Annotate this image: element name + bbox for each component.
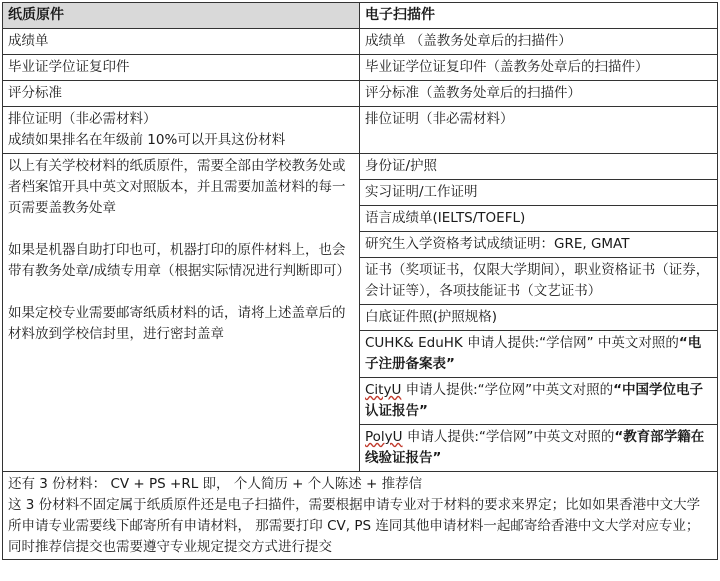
footer-line-1: 还有 3 份材料： CV + PS +RL 即， 个人简历 + 个人陈述 + 推荐信 xyxy=(8,476,423,492)
cell-transcript-paper: 成绩单 xyxy=(3,29,360,55)
polyu-prefix: PolyU xyxy=(365,429,403,445)
table-row xyxy=(3,55,718,81)
paragraph-spacer xyxy=(8,282,354,303)
cuhk-prefix: CUHK& EduHK xyxy=(365,335,463,351)
instruction-paragraph-1: 以上有关学校材料的纸质原件，需要全部由学校教务处或者档案馆开具中英文对照版本，并且需要加盖材料的每一页需要盖教务处章 xyxy=(8,158,346,216)
paragraph-spacer xyxy=(8,219,354,240)
cityu-text: 申请人提供:“学位网”中英文对照的 xyxy=(401,382,614,398)
cell-diploma-scan: 毕业证学位证复印件（盖教务处章后的扫描件） xyxy=(360,55,718,81)
table-header-row xyxy=(3,3,718,29)
cell-id-passport: 身份证/护照 xyxy=(360,154,718,180)
cell-ranking-scan: 排位证明（非必需材料） xyxy=(360,107,718,154)
cuhk-text: 申请人提供:“学信网” 中英文对照的 xyxy=(462,335,679,351)
cell-cityu xyxy=(360,378,718,425)
header-paper-originals: 纸质原件 xyxy=(3,3,360,29)
cell-internship: 实习证明/工作证明 xyxy=(360,180,718,206)
cell-certificates: 证书（奖项证书，仅限大学期间），职业资格证书（证券，会计证等），各项技能证书（文艺证书） xyxy=(360,258,718,305)
header-electronic-scans: 电子扫描件 xyxy=(360,3,718,29)
cell-ranking-paper xyxy=(3,107,360,154)
cell-grading-scan: 评分标准（盖教务处章后的扫描件） xyxy=(360,81,718,107)
cell-polyu xyxy=(360,425,718,472)
table-row xyxy=(3,107,718,154)
footer-line-2: 这 3 份材料不固定属于纸质原件还是电子扫描件，需要根据申请专业对于材料的要求来界定；比如如果香港中文大学所申请专业需要线下邮寄所有申请材料， 那需要打印 CV, PS 连同其他申请材料一起邮寄给香港中文大学对应专业； 同时推荐信提交也需要遵守专业规定提交方式进行提交 xyxy=(8,497,701,555)
instruction-paragraph-3: 如果定校专业需要邮寄纸质材料的话，请将上述盖章后的材料放到学校信封里，进行密封盖章 xyxy=(8,305,346,342)
cityu-prefix: CityU xyxy=(365,382,402,398)
polyu-text: 申请人提供:“学信网”中英文对照的 xyxy=(402,429,615,445)
materials-table xyxy=(2,2,718,560)
cell-language: 语言成绩单(IELTS/TOEFL) xyxy=(360,206,718,232)
cell-grading-paper: 评分标准 xyxy=(3,81,360,107)
table-footer-row xyxy=(3,472,718,560)
cell-paper-instructions xyxy=(3,154,360,472)
cell-cuhk xyxy=(360,331,718,378)
cityu-report-name: “中国学位电子认证报告” xyxy=(365,382,704,419)
instruction-paragraph-2: 如果是机器自助打印也可，机器打印的原件材料上，也会带有教务处章/成绩专用章（根据实际情况进行判断即可） xyxy=(8,242,351,279)
cuhk-report-name: “电子注册备案表” xyxy=(365,335,702,372)
cell-footer-notes xyxy=(3,472,718,560)
cell-transcript-scan: 成绩单 （盖教务处章后的扫描件） xyxy=(360,29,718,55)
ranking-note: 成绩如果排名在年级前 10%可以开具这份材料 xyxy=(8,132,286,148)
table-row xyxy=(3,81,718,107)
cell-diploma-paper: 毕业证学位证复印件 xyxy=(3,55,360,81)
ranking-title: 排位证明（非必需材料） xyxy=(8,111,157,127)
table-row xyxy=(3,154,718,180)
polyu-report-name: “教育部学籍在线验证报告” xyxy=(365,429,705,466)
cell-photo: 白底证件照(护照规格) xyxy=(360,305,718,331)
cell-exam: 研究生入学资格考试成绩证明：GRE, GMAT xyxy=(360,232,718,258)
table-row xyxy=(3,29,718,55)
